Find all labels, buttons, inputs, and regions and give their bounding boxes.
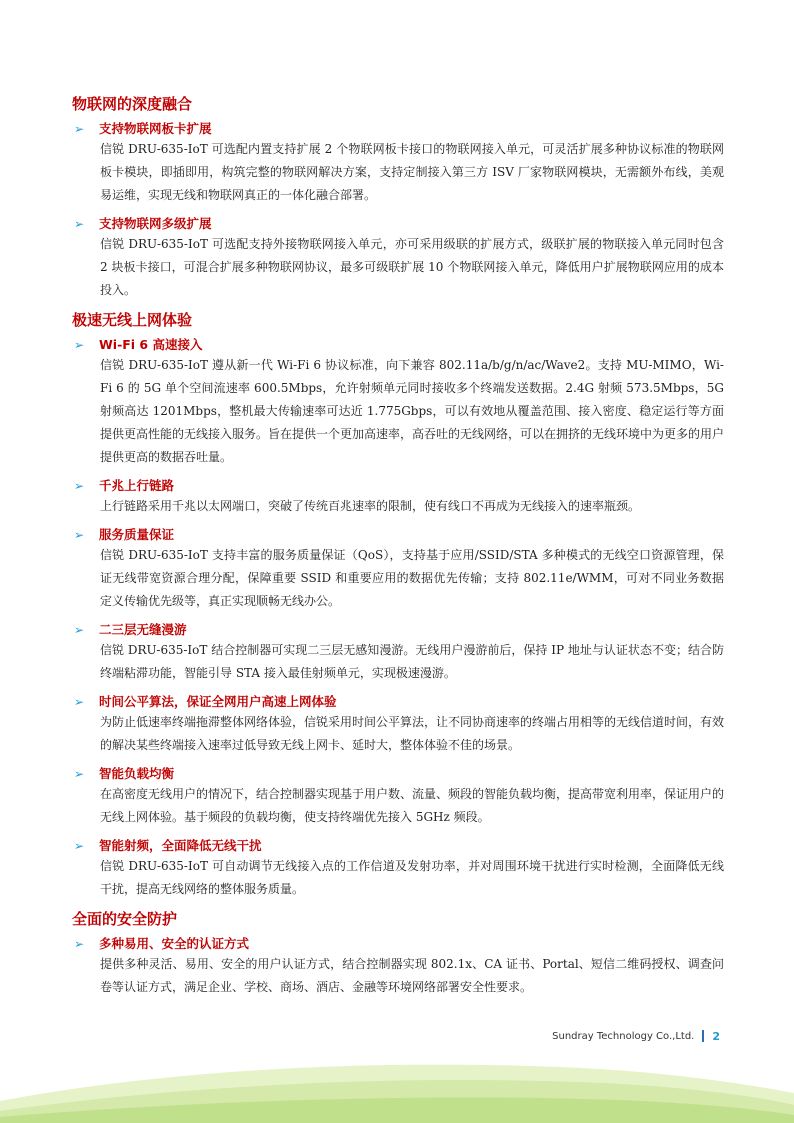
feature-item: [72, 477, 724, 518]
feature-title: 智能负载均衡: [99, 766, 175, 781]
feature-description: 上行链路采用千兆以太网端口，突破了传统百兆速率的限制，使有线口不再成为无线接入的速率瓶颈。: [100, 499, 641, 513]
feature-title: 千兆上行链路: [99, 478, 175, 493]
arrow-bullet-icon: ➢: [74, 839, 85, 853]
feature-description: 信锐 DRU-635-IoT 可自动调节无线接入点的工作信道及发射功率，并对周围环境干扰进行实时检测，全面降低无线干扰，提高无线网络的整体服务质量。: [100, 859, 724, 896]
feature-description: 为防止低速率终端拖滞整体网络体验，信锐采用时间公平算法，让不同协商速率的终端占用相等的无线信道时间，有效的解决某些终端接入速率过低导致无线上网卡、延时大，整体体验不佳的场景。: [100, 715, 725, 752]
section-title: 极速无线上网体验: [72, 311, 193, 329]
feature-title: Wi-Fi 6 高速接入: [99, 337, 203, 352]
feature-description: 信锐 DRU-635-IoT 可选配内置支持扩展 2 个物联网板卡接口的物联网接入单元，可灵活扩展多种协议标准的物联网板卡模块，即插即用，构筑完整的物联网解决方案，支持定制接入第三方 ISV 厂家物联网模块，无需额外布线，美观易运维，实现无线和物联网真正的一体化融合部署。: [100, 142, 724, 202]
section-title: 全面的安全防护: [72, 910, 178, 928]
footer-company: Sundray Technology Co.,Ltd.: [552, 1030, 695, 1042]
feature-description: 信锐 DRU-635-IoT 结合控制器可实现二三层无感知漫游。无线用户漫游前后，保持 IP 地址与认证状态不变；结合防终端粘滞功能，智能引导 STA 接入最佳射频单元，实现极速漫游。: [100, 643, 724, 680]
feature-description: 在高密度无线用户的情况下，结合控制器实现基于用户数、流量、频段的智能负载均衡，提高带宽利用率，保证用户的无线上网体验。基于频段的负载均衡，使支持终端优先接入 5GHz 频段。: [100, 787, 725, 824]
document-body: [72, 94, 724, 1007]
footer-divider: [702, 1030, 704, 1042]
arrow-bullet-icon: ➢: [74, 122, 85, 136]
arrow-bullet-icon: ➢: [74, 217, 85, 231]
arrow-bullet-icon: ➢: [74, 695, 85, 709]
feature-title: 支持物联网多级扩展: [99, 216, 212, 231]
feature-title: 支持物联网板卡扩展: [99, 121, 212, 136]
arrow-bullet-icon: ➢: [74, 937, 85, 951]
arrow-bullet-icon: ➢: [74, 623, 85, 637]
feature-item: [72, 765, 724, 829]
feature-description: 信锐 DRU-635-IoT 支持丰富的服务质量保证（QoS），支持基于应用/SSID/STA 多种模式的无线空口资源管理，保证无线带宽资源合理分配，保障重要 SSID 和重要应用的数据优先传输；支持 802.11e/WMM，可对不同业务数据定义传输优先级等，真正实现顺畅无线办公。: [100, 548, 724, 608]
feature-item: [72, 215, 724, 302]
arrow-bullet-icon: ➢: [74, 479, 85, 493]
feature-title: 二三层无缝漫游: [99, 622, 187, 637]
section-iot: [72, 94, 724, 302]
feature-description: 信锐 DRU-635-IoT 可选配支持外接物联网接入单元，亦可采用级联的扩展方式，级联扩展的物联接入单元同时包含 2 块板卡接口，可混合扩展多种物联网协议，最多可级联扩展 10 个物联网接入单元，降低用户扩展物联网应用的成本投入。: [100, 237, 724, 297]
feature-description: 提供多种灵活、易用、安全的用户认证方式，结合控制器实现 802.1x、CA 证书、Portal、短信二维码授权、调查问卷等认证方式，满足企业、学校、商场、酒店、金融等环境网络部署安全性要求。: [100, 957, 724, 994]
section-title: 物联网的深度融合: [72, 95, 193, 113]
section-security: [72, 909, 724, 999]
feature-item: [72, 621, 724, 685]
feature-title: 多种易用、安全的认证方式: [99, 936, 250, 951]
feature-item: [72, 336, 724, 469]
arrow-bullet-icon: ➢: [74, 767, 85, 781]
arrow-bullet-icon: ➢: [74, 528, 85, 542]
page-footer: [552, 1028, 720, 1044]
feature-title: 服务质量保证: [99, 527, 175, 542]
feature-item: [72, 526, 724, 613]
section-wireless: [72, 310, 724, 901]
feature-item: [72, 693, 724, 757]
feature-title: 智能射频，全面降低无线干扰: [99, 838, 262, 853]
feature-item: [72, 837, 724, 901]
footer-wave-decoration: [0, 1053, 794, 1123]
arrow-bullet-icon: ➢: [74, 338, 85, 352]
page-number: 2: [712, 1029, 720, 1043]
feature-description: 信锐 DRU-635-IoT 遵从新一代 Wi-Fi 6 协议标准，向下兼容 802.11a/b/g/n/ac/Wave2。支持 MU-MIMO，Wi-Fi 6 的 5G 单个空间流速率 600.5Mbps，允许射频单元同时接收多个终端发送数据。2.4G 射频 573.5Mbps，5G 射频高达 1201Mbps，整机最大传输速率可达近 1.775Gbps，可以有效地从覆盖范围、接入密度、稳定运行等方面提供更高性能的无线接入服务。旨在提供一个更加高速率，高吞吐的无线网络，可以在拥挤的无线环境中为更多的用户提供更高的数据吞吐量。: [100, 358, 725, 464]
feature-item: [72, 120, 724, 207]
feature-title: 时间公平算法，保证全网用户高速上网体验: [99, 694, 337, 709]
feature-item: [72, 935, 724, 999]
